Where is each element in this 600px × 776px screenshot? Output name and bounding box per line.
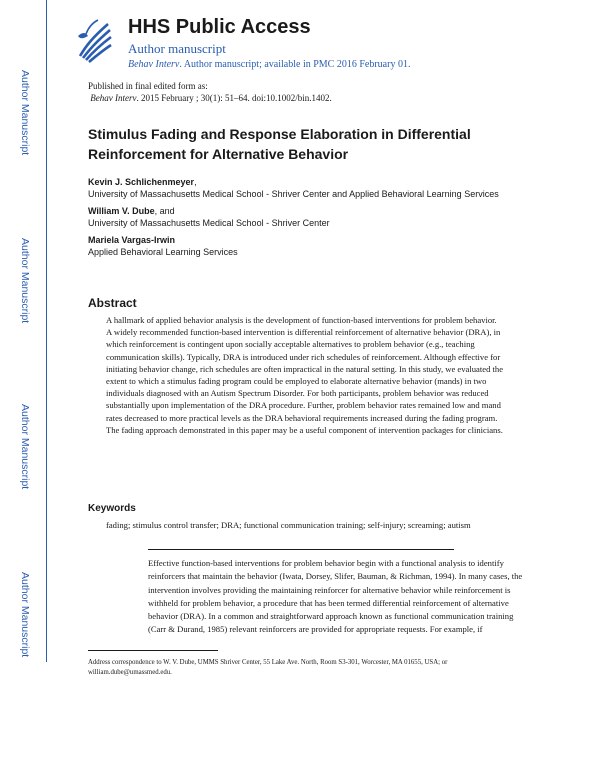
availability-text: . Author manuscript; available in PMC 2016 February 01.	[179, 59, 411, 70]
side-label-author-manuscript: Author Manuscript	[19, 238, 31, 324]
footnote-divider	[88, 650, 218, 651]
author-affiliation: University of Massachusetts Medical School - Shriver Center	[88, 218, 330, 228]
body-paragraph: Effective function-based interventions for problem behavior begin with a functional analysis to identify reinforcers that maintain the behavior (Iwata, Dorsey, Slifer, Bauman, & Richman, 1994). In many cases, the intervention involves providing the maintaining reinforcer for alternative behavior while reinforcement is withheld for problem behavior, a procedure that has been termed differential reinforcement of alternative behavior (DRA). In a common and straightforward approach known as functional communication training (Carr & Durand, 1985) relevant reinforcers are provided for appropriate requests. For example, if	[148, 558, 523, 635]
header-title: HHS Public Access	[128, 16, 311, 38]
abstract-text: A hallmark of applied behavior analysis is the development of function-based interventions for problem behavior. A widely recommended function-based intervention is differential reinforcement of alternative behavior (DRA), in which reinforcement is contingent upon socially acceptable alternatives to problem behavior (e.g., teaching communication skills). Typically, DRA is introduced under rich schedules of reinforcement. Although effective for initiating behavior change, rich schedules are often impractical in the natural setting. In this study, we evaluated the extent to which a stimulus fading program could be employed to elaborate alternative behavior (mands) in two individuals diagnosed with an Autism Spectrum Disorder. For both participants, problem behavior was reduced substantially upon implementation of the DRA procedure. Further, problem behavior rates remained low and mand rates decreased to more practical levels as the DRA behavioral requirements increased during the fading program. The fading approach demonstrated in this paper may be a useful component of intervention packages for clinicians.	[106, 315, 504, 435]
author-name: Mariela Vargas-Irwin	[88, 235, 176, 245]
author-suffix: , and	[154, 206, 175, 216]
footnote: Address correspondence to W. V. Dube, UMMS Shriver Center, 55 Lake Ave. North, Room S3-301, Worcester, MA 01655, USA; or william.dube@umassmed.edu.	[88, 659, 448, 676]
paper-title: Stimulus Fading and Response Elaboration in Differential Reinforcement for Alternative Behavior	[88, 126, 471, 162]
author-name: William V. Dube	[88, 206, 155, 216]
author-block	[88, 176, 528, 200]
author-name: Kevin J. Schlichenmeyer	[88, 177, 195, 187]
abstract-heading: Abstract	[88, 296, 137, 310]
section-divider	[148, 549, 454, 550]
availability-journal: Behav Interv	[128, 59, 180, 70]
author-block	[88, 234, 528, 258]
publication-line: Published in final edited form as:	[88, 81, 208, 91]
margin-rule	[46, 0, 47, 662]
author-affiliation: Applied Behavioral Learning Services	[88, 247, 238, 257]
author-block	[88, 205, 528, 229]
keywords-text: fading; stimulus control transfer; DRA; functional communication training; self-injury; screaming; autism	[106, 520, 471, 530]
publication-info	[88, 80, 332, 104]
side-label-author-manuscript: Author Manuscript	[19, 70, 31, 156]
keywords-heading: Keywords	[88, 503, 136, 514]
publication-journal: Behav Interv	[90, 93, 137, 103]
hhs-header	[68, 8, 568, 72]
side-label-author-manuscript: Author Manuscript	[19, 572, 31, 658]
header-availability	[128, 59, 410, 70]
author-list	[88, 176, 528, 263]
publication-citation: . 2015 February ; 30(1): 51–64. doi:10.1002/bin.1402.	[136, 93, 332, 103]
hhs-eagle-icon	[72, 16, 116, 64]
side-label-author-manuscript: Author Manuscript	[19, 404, 31, 490]
author-affiliation: University of Massachusetts Medical School - Shriver Center and Applied Behavioral Learning Services	[88, 189, 499, 199]
header-subtitle: Author manuscript	[128, 41, 226, 56]
author-suffix: ,	[194, 177, 197, 187]
